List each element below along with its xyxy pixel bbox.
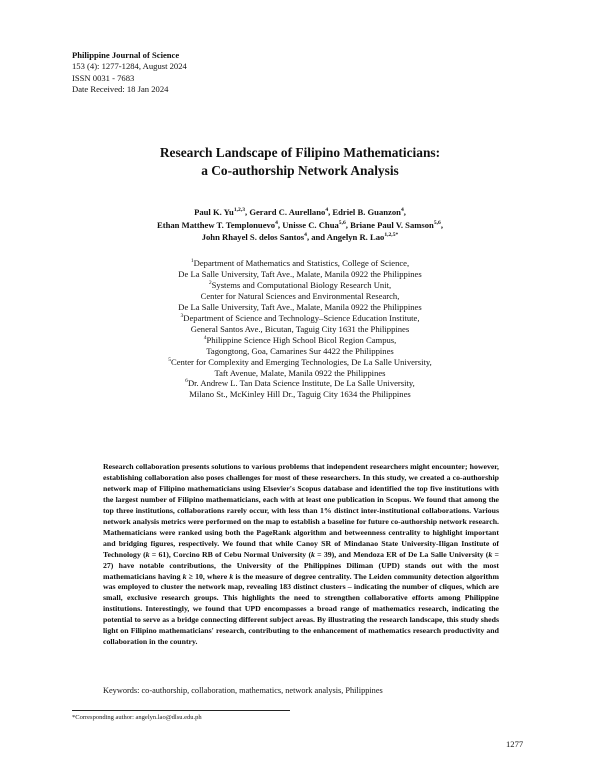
- affiliation-number: 6: [185, 378, 188, 385]
- journal-header: [72, 50, 187, 96]
- author-affiliation-marks: 4: [400, 207, 404, 214]
- affiliation-4: $^4$Philippine Science High School Bicol Region Campus, Tagongtong, Goa, Camarines Sur 4422 the Philippines: [203, 334, 397, 356]
- affiliation-number: 2: [208, 280, 212, 287]
- affiliation-3: $^3$Department of Science and Technology–Science Education Institute, General Santos Ave., Bicutan, Taguig City 1631 the Philippines: [180, 312, 420, 334]
- affiliation-2: $^2$Systems and Computational Biology Research Unit, Center for Natural Sciences and Environmental Research, De La Salle University, Taft Ave., Malate, Manila 0922 the Philippines: [178, 279, 422, 312]
- author-affiliation-marks: 4: [275, 219, 278, 226]
- author-name: Unisse C. Chua: [282, 219, 339, 230]
- author-affiliation-marks: 1,2,5*: [384, 232, 399, 239]
- affiliation-6: $^6$Dr. Andrew L. Tan Data Science Institute, De La Salle University, Milano St., McKinley Hill Dr., Taguig City 1634 the Philippines: [185, 378, 415, 400]
- abstract: Research collaboration presents solutions to various problems that independent researchers might encounter; however, establishing collaboration also poses challenges for most of these researchers. In this study, we created a co-authorship network map of Filipino mathematicians using Elsevier's Scopus database and identified the top five institutions with the largest number of Filipino mathematicians, each with at least one publication in Scopus. We found that among the top three institutions, collaborations rarely occur, with less than 1% distinct inter-institutional collaborations. Various network analysis metrics were performed on the map to establish a baseline for future co-authorship network research. Mathematicians were ranked using both the PageRank algorithm and betweenness centrality to highlight important and bridging figures, respectively. We found that while Canoy SR of Mindanao State University-Iligan Institute of Technology (k = 61), Corcino RB of Cebu Normal University (k = 39), and Mendoza ER of De La Salle University (k = 27) have notable contributions, the University of the Philippines Diliman (UPD) stands out with the most mathematicians having k ≥ 10, where k is the measure of degree centrality. The Leiden community detection algorithm was employed to cluster the network map, revealing 183 distinct clusters – indicating the number of cliques, which are small, exclusive research groups. This highlights the need to strengthen collaborative efforts among Philippine institutions. Interestingly, we found that UPD encompasses a broad range of mathematics research, indicating the potential to serve as a bridge connecting different subject areas. By illustrating the research landscape, this study sheds light on Filipino mathematicians' research, contributing to the enhancement of mathematics research productivity and collaboration in the country.: [103, 462, 499, 647]
- author-name: John Rhayel S. delos Santos: [201, 232, 305, 243]
- author-name: Angelyn R. Lao: [326, 232, 385, 243]
- volume-issue: 153 (4): 1277-1284, August 2024: [72, 61, 187, 72]
- author-name: Gerard C. Aurellano: [249, 207, 326, 217]
- affiliation-number: 4: [203, 334, 207, 341]
- issn: ISSN 0031 - 7683: [72, 72, 135, 83]
- author-affiliation-marks: 4: [304, 232, 307, 239]
- affiliation-5: $^5$Center for Complexity and Emerging Technologies, De La Salle University, Taft Avenue, Malate, Manila 0922 the Philippines: [168, 356, 432, 378]
- author-line: Ethan Matthew T. Templonuevo$^4$, Unisse C. Chua$^{5,6}$, Briane Paul V. Samson$^{5,6}$,: [157, 219, 443, 230]
- title-line-1: Research Landscape of Filipino Mathematicians:: [159, 145, 441, 160]
- affiliation-1: $^1$Department of Mathematics and Statistics, College of Science, De La Salle University, Taft Ave., Malate, Manila 0922 the Philippines: [178, 258, 422, 279]
- affiliation-list: [0, 258, 600, 400]
- title-line-2: a Co-authorship Network Analysis: [201, 162, 399, 178]
- author-affiliation-marks: 5,6: [433, 219, 441, 226]
- author-affiliation-marks: 1,2,3: [233, 207, 246, 214]
- author-line: Paul K. Yu$^{1,2,3}$, Gerard C. Aurellano$^4$, Edriel B. Guanzon$^4$,: [194, 207, 406, 217]
- affiliation-number: 3: [180, 312, 184, 319]
- paper-title: [0, 144, 600, 179]
- author-name: Paul K. Yu: [194, 207, 234, 217]
- page-number: 1277: [506, 739, 524, 749]
- keywords: Keywords: co-authorship, collaboration, mathematics, network analysis, Philippines: [103, 686, 383, 695]
- author-line: John Rhayel S. delos Santos$^4$, and Angelyn R. Lao$^{1,2,5*}$: [201, 232, 399, 243]
- author-name: Ethan Matthew T. Templonuevo: [157, 219, 276, 230]
- author-affiliation-marks: 5,6: [338, 219, 346, 226]
- corresponding-author-footnote: *Corresponding author: angelyn.lao@dlsu.edu.ph: [72, 714, 202, 721]
- author-name: Briane Paul V. Samson: [350, 219, 434, 230]
- date-received: Date Received: 18 Jan 2024: [72, 84, 169, 95]
- author-affiliation-marks: 4: [325, 207, 329, 214]
- affiliation-number: 5: [168, 356, 171, 363]
- author-name: Edriel B. Guanzon: [332, 207, 401, 217]
- affiliation-number: 1: [190, 258, 194, 265]
- author-list: [0, 206, 600, 244]
- journal-name: Philippine Journal of Science: [72, 50, 180, 60]
- footnote-divider: [72, 710, 290, 711]
